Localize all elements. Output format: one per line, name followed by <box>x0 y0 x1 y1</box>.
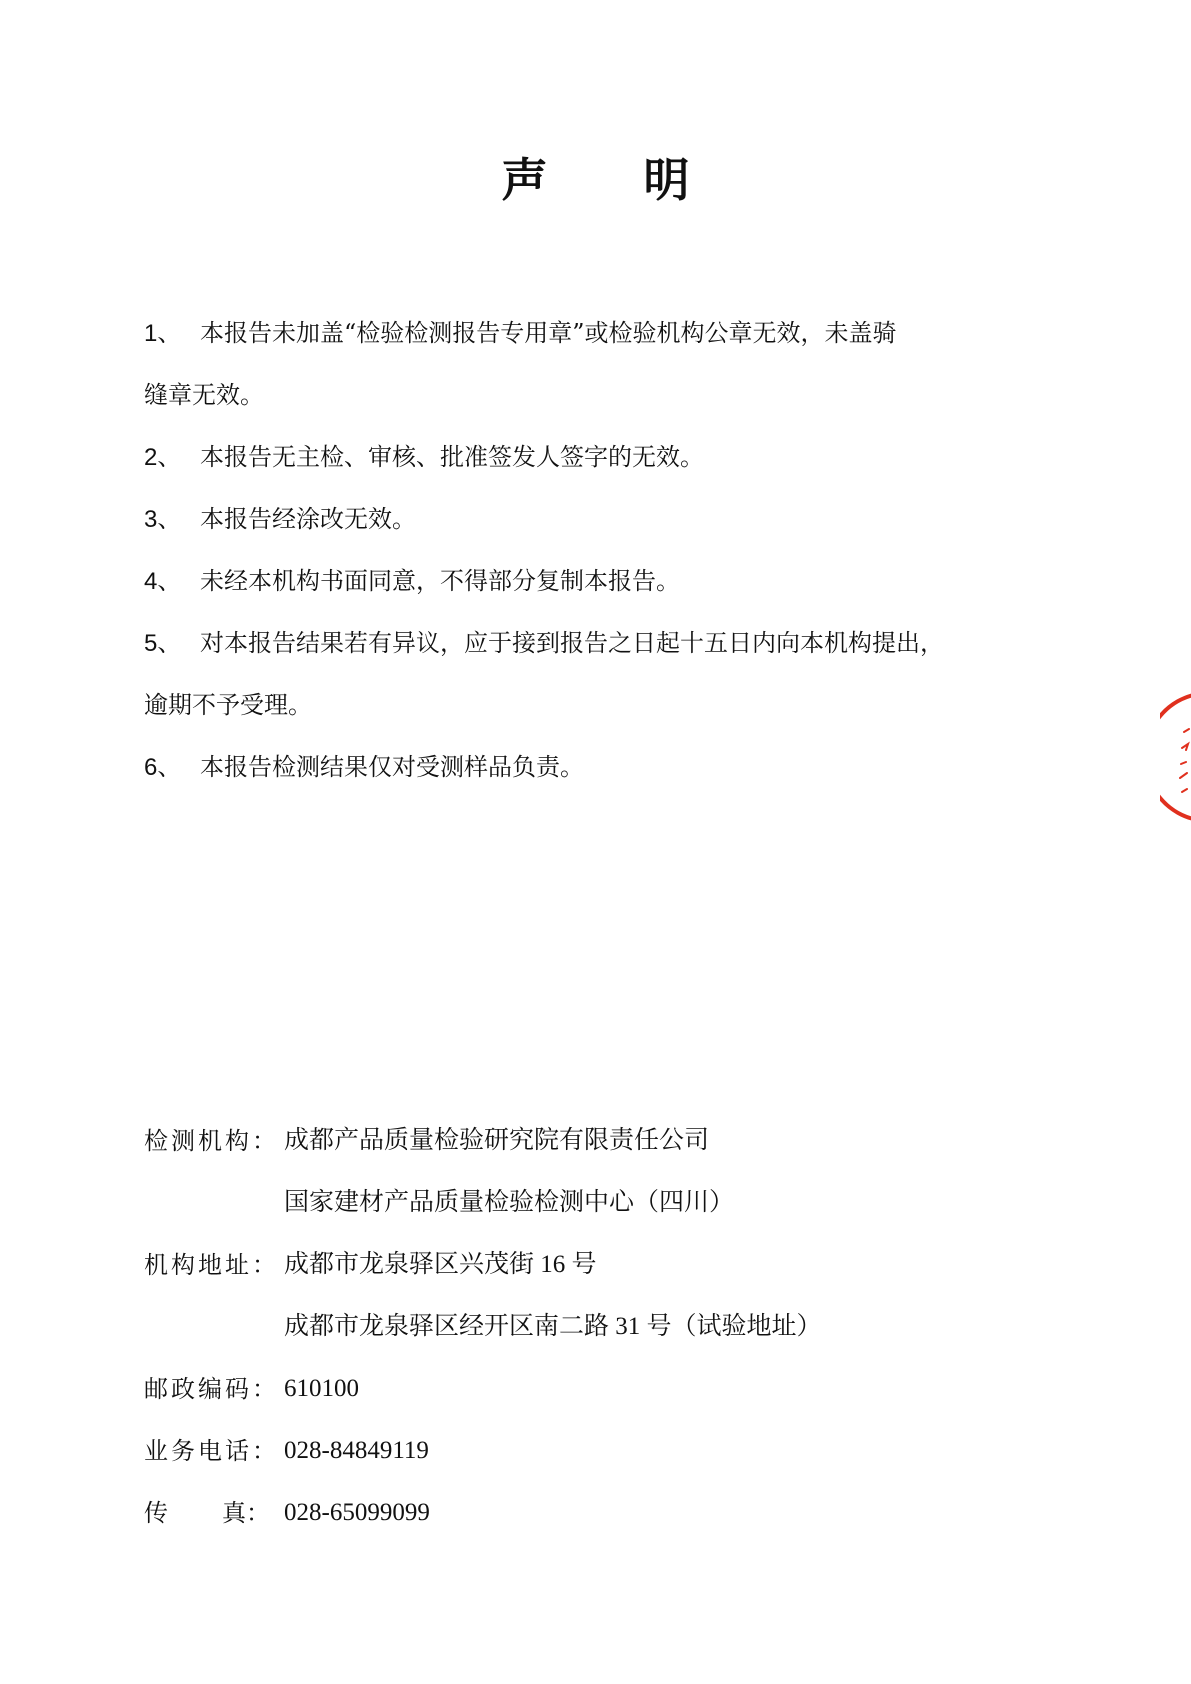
clause-1-continuation <box>144 364 1064 426</box>
clause-number: 1、 <box>144 320 182 347</box>
fax-label: 传 真： <box>144 1499 270 1527</box>
institution-row-2 <box>144 1172 1044 1234</box>
clause-text: 本报告无主检、审核、批准签发人签字的无效。 <box>200 443 704 471</box>
clause-text: 本报告未加盖“检验检测报告专用章”或检验机构公章无效，未盖骑 <box>200 319 897 347</box>
clause-text: 本报告经涂改无效。 <box>200 505 416 533</box>
phone-value: 028-84849119 <box>284 1437 429 1464</box>
title-char-2: 明 <box>643 153 690 207</box>
address-row-2 <box>144 1296 1044 1358</box>
clause-6 <box>144 736 1064 798</box>
postcode-row <box>144 1358 1044 1420</box>
postcode-value: 610100 <box>284 1375 359 1402</box>
clause-number: 3、 <box>144 506 182 533</box>
contact-info <box>144 1110 1044 1544</box>
address-row <box>144 1234 1044 1296</box>
address-2: 成都市龙泉驿区经开区南二路 31 号（试验地址） <box>284 1313 822 1340</box>
clause-3 <box>144 488 1064 550</box>
clause-number: 4、 <box>144 568 182 595</box>
clause-text: 本报告检测结果仅对受测样品负责。 <box>200 753 584 781</box>
institution-label: 检测机构： <box>144 1127 279 1155</box>
institution-name-2: 国家建材产品质量检验检测中心（四川） <box>284 1189 735 1216</box>
fax-value: 028-65099099 <box>284 1499 430 1526</box>
clause-text: 逾期不予受理。 <box>144 691 312 719</box>
institution-name-1: 成都产品质量检验研究院有限责任公司 <box>284 1127 710 1154</box>
clause-text: 未经本机构书面同意，不得部分复制本报告。 <box>200 567 680 595</box>
clause-2 <box>144 426 1064 488</box>
address-1: 成都市龙泉驿区兴茂街 16 号 <box>284 1251 597 1278</box>
postcode-label: 邮政编码： <box>144 1375 279 1403</box>
clause-4 <box>144 550 1064 612</box>
clause-text: 缝章无效。 <box>144 381 264 409</box>
fax-row <box>144 1482 1044 1544</box>
clause-list <box>144 302 1064 798</box>
seal-ring <box>1160 694 1191 820</box>
title-char-1: 声 <box>501 153 548 207</box>
institution-row <box>144 1110 1044 1172</box>
clause-number: 5、 <box>144 630 182 657</box>
seal-mark <box>1180 729 1189 792</box>
clause-number: 2、 <box>144 444 182 471</box>
address-label: 机构地址： <box>144 1251 279 1279</box>
clause-number: 6、 <box>144 754 182 781</box>
page-title <box>0 150 1191 210</box>
clause-1 <box>144 302 1064 364</box>
clause-text: 对本报告结果若有异议，应于接到报告之日起十五日内向本机构提出， <box>200 629 944 657</box>
phone-label: 业务电话： <box>144 1437 279 1465</box>
phone-row <box>144 1420 1044 1482</box>
clause-5 <box>144 612 1064 674</box>
partial-seal-stamp <box>1160 692 1191 822</box>
clause-5-continuation <box>144 674 1064 736</box>
